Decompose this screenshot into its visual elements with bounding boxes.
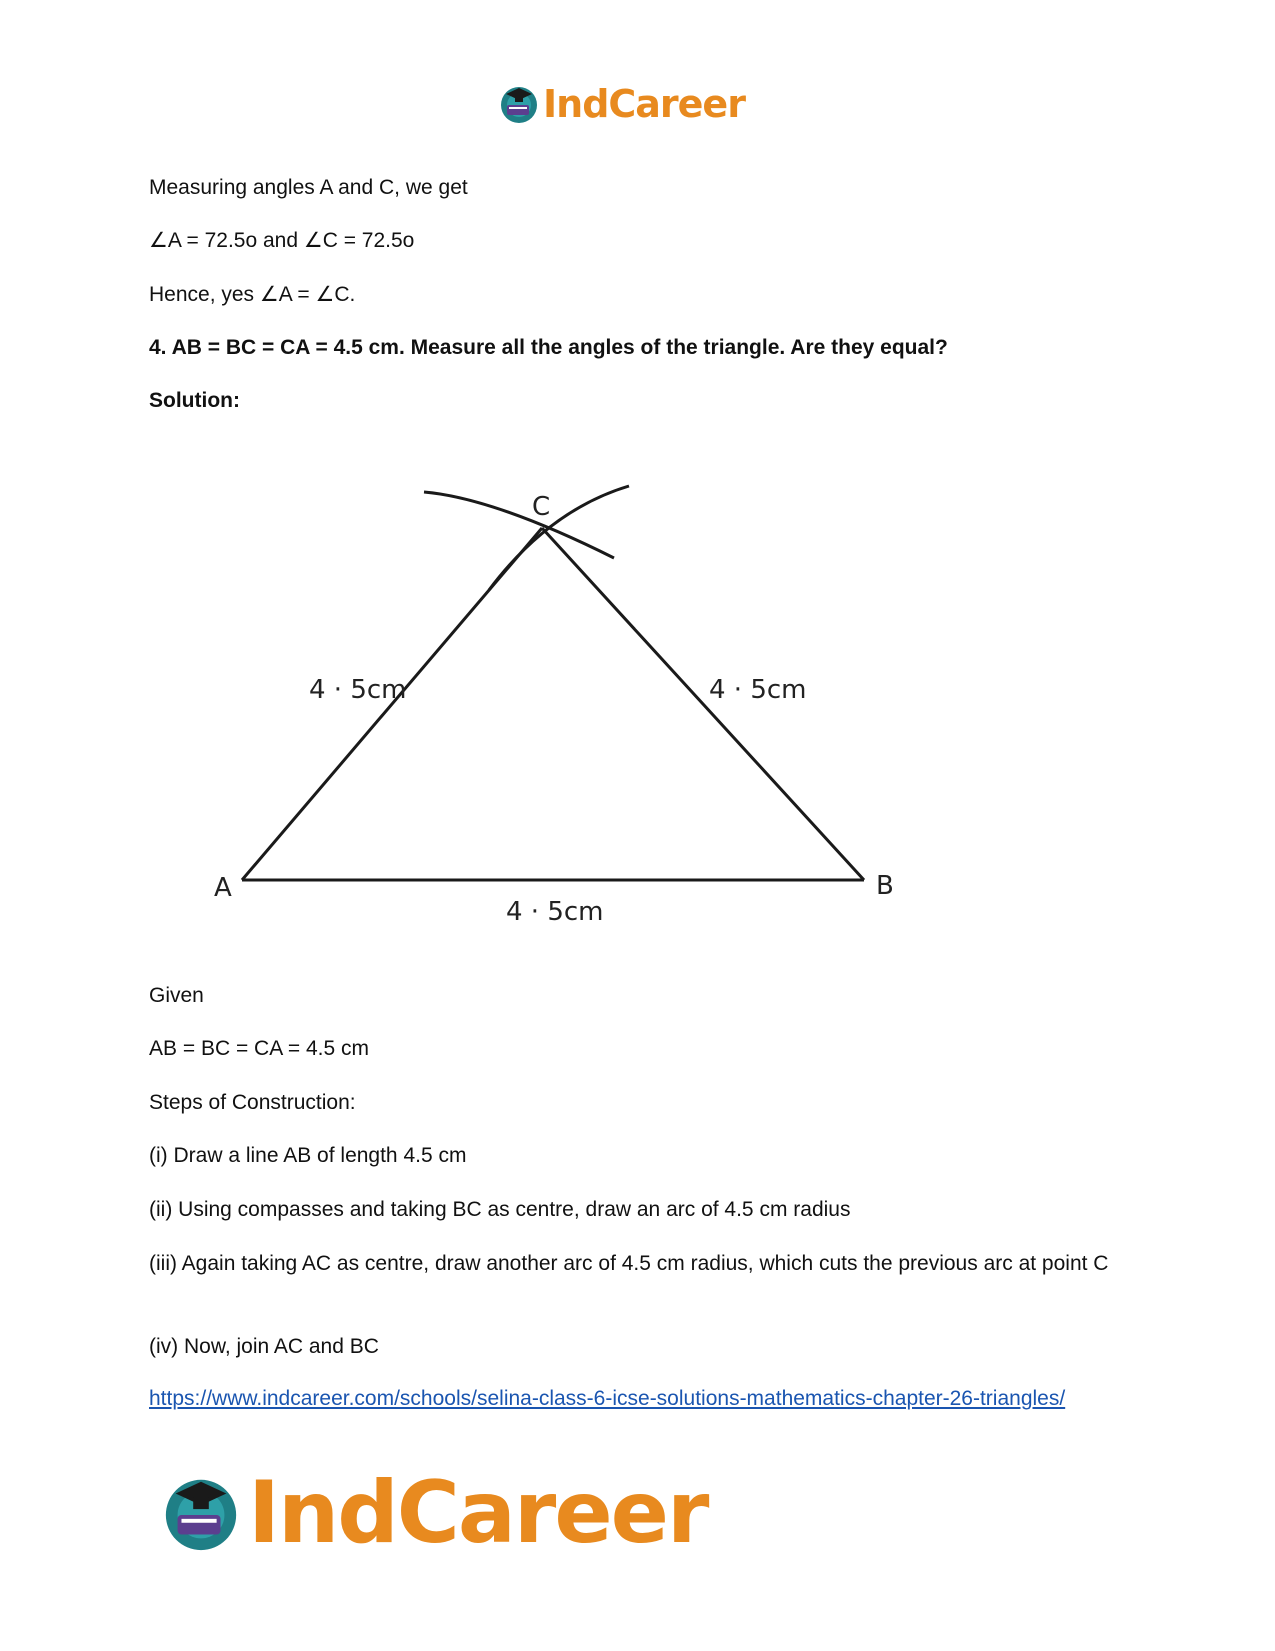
vertex-b-label: B [876, 871, 894, 901]
given-label: Given [149, 984, 204, 1007]
arc-from-b [489, 486, 629, 590]
vertex-c-label: C [532, 492, 551, 522]
text-conclusion: Hence, yes ∠A = ∠C. [149, 283, 356, 306]
side-cb [542, 528, 864, 880]
logo-wordmark: IndCareer [248, 1463, 708, 1563]
logo-wordmark: IndCareer [543, 82, 745, 126]
question-heading: 4. AB = BC = CA = 4.5 cm. Measure all the angles of the triangle. Are they equal? [149, 336, 948, 359]
footer-logo [160, 1463, 708, 1563]
side-cb-length-label: 4 · 5cm [709, 675, 807, 705]
source-link[interactable]: https://www.indcareer.com/schools/selina-class-6-icse-solutions-mathematics-chapter-26-triangles/ [149, 1387, 1066, 1410]
vertex-a-label: A [214, 873, 232, 903]
header-logo [498, 80, 745, 128]
side-ca-length-label: 4 · 5cm [309, 675, 407, 705]
step-3: (iii) Again taking AC as centre, draw another arc of 4.5 cm radius, which cuts the previous arc at point C [149, 1252, 1109, 1275]
side-ab-length-label: 4 · 5cm [506, 897, 604, 927]
text-angle-values: ∠A = 72.5o and ∠C = 72.5o [149, 229, 415, 252]
steps-title: Steps of Construction: [149, 1091, 356, 1114]
logo-globe-icon [160, 1472, 242, 1554]
text-measuring-angles: Measuring angles A and C, we get [149, 176, 468, 199]
step-4: (iv) Now, join AC and BC [149, 1335, 379, 1358]
arc-from-a [424, 492, 614, 558]
logo-globe-icon [498, 83, 540, 125]
given-value: AB = BC = CA = 4.5 cm [149, 1037, 370, 1060]
solution-label: Solution: [149, 389, 240, 412]
triangle-diagram [149, 480, 909, 940]
step-1: (i) Draw a line AB of length 4.5 cm [149, 1144, 467, 1167]
step-2: (ii) Using compasses and taking BC as centre, draw an arc of 4.5 cm radius [149, 1198, 851, 1221]
